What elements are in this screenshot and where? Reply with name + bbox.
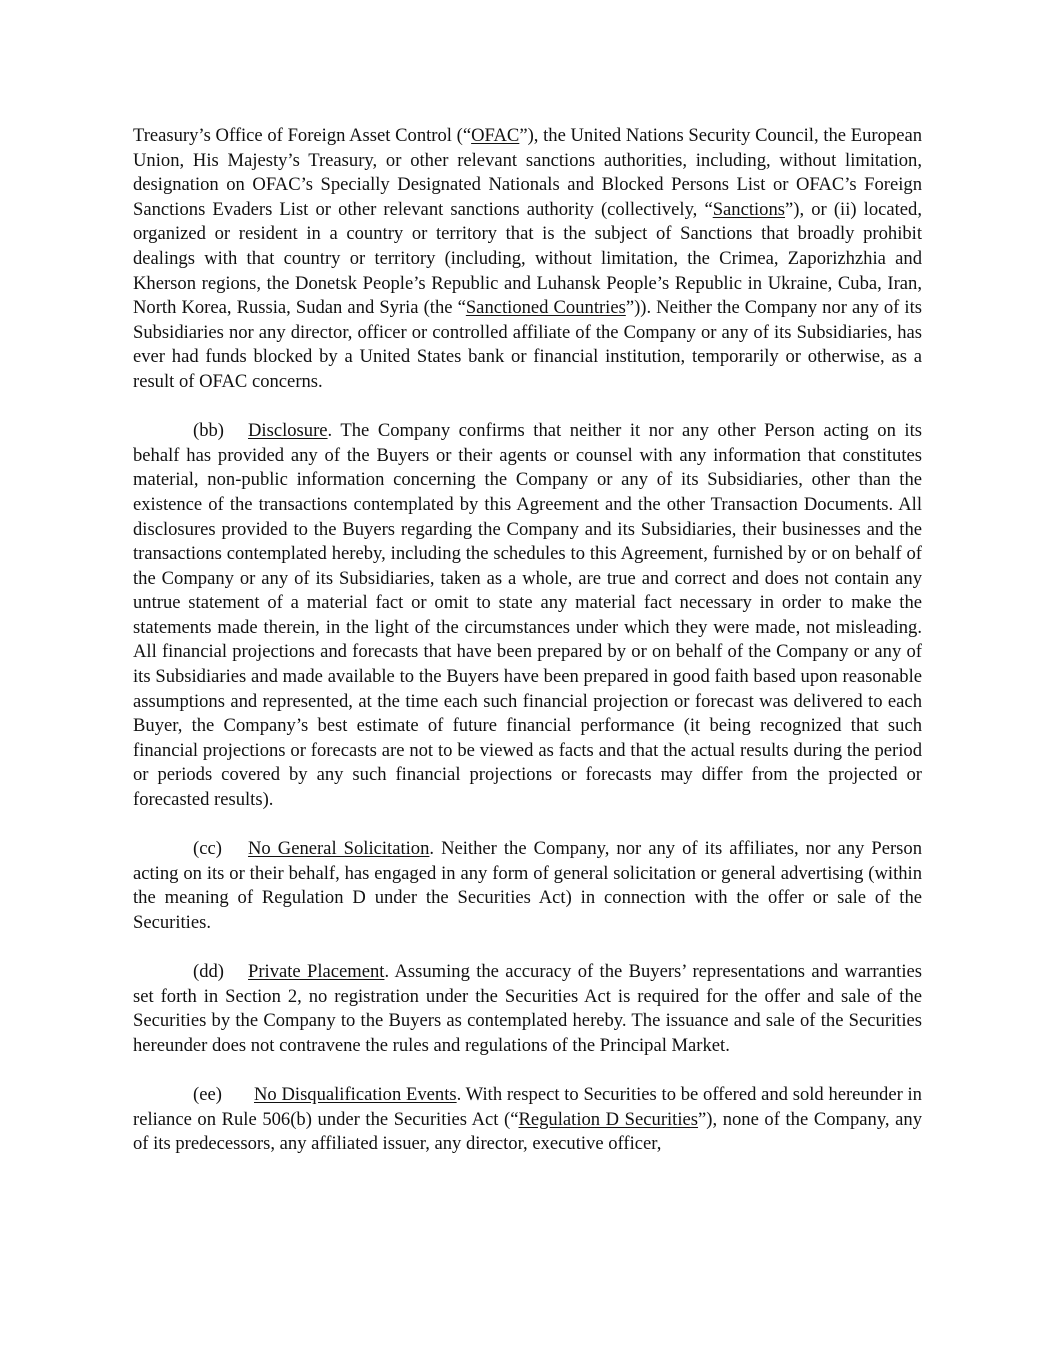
paragraph-sanctions-continuation <box>133 124 922 395</box>
section-body: . Neither the Company, nor any of its affiliates, nor any Person acting on its or their behalf, has engaged in any form of general solicitation or general advertising (within the meaning of Regulation D under the Securities Act) in connection with the offer or sale of the Securities. <box>133 838 922 933</box>
defined-term-sanctioned-countries: Sanctioned Countries <box>465 297 626 319</box>
text-segment: ”)). Neither the Company nor any of its Subsidiaries nor any director, officer or controlled affiliate of the Company or any of its Subsidiaries, has ever had funds blocked by a United States bank or financial institution, temporarily or otherwise, as a result of OFAC concerns. <box>133 297 922 392</box>
section-label: (bb) <box>193 420 224 442</box>
section-bb-disclosure <box>133 419 922 813</box>
section-heading: No Disqualification Events <box>254 1084 457 1106</box>
section-label: (ee) <box>193 1084 222 1106</box>
document-page <box>133 124 922 1157</box>
section-label: (cc) <box>193 838 222 860</box>
section-dd-private-placement <box>133 960 922 1058</box>
defined-term-sanctions: Sanctions <box>712 198 786 220</box>
section-heading: Disclosure <box>248 420 328 442</box>
text-segment: Treasury’s Office of Foreign Asset Control (“ <box>133 125 472 146</box>
section-label: (dd) <box>193 961 224 983</box>
section-cc-no-general-solicitation <box>133 837 922 935</box>
section-body: ”), none of the Company, any of its predecessors, any affiliated issuer, any director, executive officer, <box>133 1108 922 1155</box>
section-ee-no-disqualification-events <box>133 1083 922 1157</box>
section-body: . The Company confirms that neither it nor any other Person acting on its behalf has provided any of the Buyers or their agents or counsel with any information that constitutes material, non-public information concerning the Company or any of its Subsidiaries, other than the existence of the transactions contemplated by this Agreement and the other Transaction Documents. All disclosures provided to the Buyers regarding the Company and its Subsidiaries, their businesses and the transactions contemplated hereby, including the schedules to this Agreement, furnished by or on behalf of the Company or any of its Subsidiaries, taken as a whole, are true and correct and does not contain any untrue statement of a material fact or omit to state any material fact necessary in order to make the statements made therein, in the light of the circumstances under which they were made, not misleading. All financial projections and forecasts that have been prepared by or on behalf of the Company or any of its Subsidiaries and made available to the Buyers have been prepared in good faith based upon reasonable assumptions and represented, at the time each such financial projection or forecast was delivered to each Buyer, the Company’s best estimate of future financial performance (it being recognized that such financial projections or forecasts are not to be viewed as facts and that the actual results during the period or periods covered by any such financial projections or forecasts may differ from the projected or forecasted results). <box>133 420 922 811</box>
text-segment: ”), or (ii) located, organized or resident in a country or territory that is the subject of Sanctions that broadly prohibit dealings with that country or territory (including, without limitation, the Crimea, Zaporizhzhia and Kherson regions, the Donetsk People’s Republic and Luhansk People’s Republic in Ukraine, Cuba, Iran, North Korea, Russia, Sudan and Syria (the “ <box>133 198 923 319</box>
text-segment: ”), the United Nations Security Council, the European Union, His Majesty’s Treasury, or other relevant sanctions authorities, including, without limitation, designation on OFAC’s Specially Designated Nationals and Blocked Persons List or OFAC’s Foreign Sanctions Evaders List or other relevant sanctions authority (collectively, “ <box>133 125 922 220</box>
section-body: . Assuming the accuracy of the Buyers’ representations and warranties set forth in Section 2, no registration under the Securities Act is required for the offer and sale of the Securities by the Company to the Buyers as contemplated hereby. The issuance and sale of the Securities hereunder does not contravene the rules and regulations of the Principal Market. <box>133 961 922 1056</box>
defined-term-ofac: OFAC <box>471 125 520 146</box>
section-heading: Private Placement <box>248 961 385 983</box>
section-body: . With respect to Securities to be offered and sold hereunder in reliance on Rule 506(b) under the Securities Act (“ <box>133 1084 922 1130</box>
defined-term-regulation-d-securities: Regulation D Securities <box>518 1108 699 1130</box>
section-heading: No General Solicitation <box>248 838 430 860</box>
